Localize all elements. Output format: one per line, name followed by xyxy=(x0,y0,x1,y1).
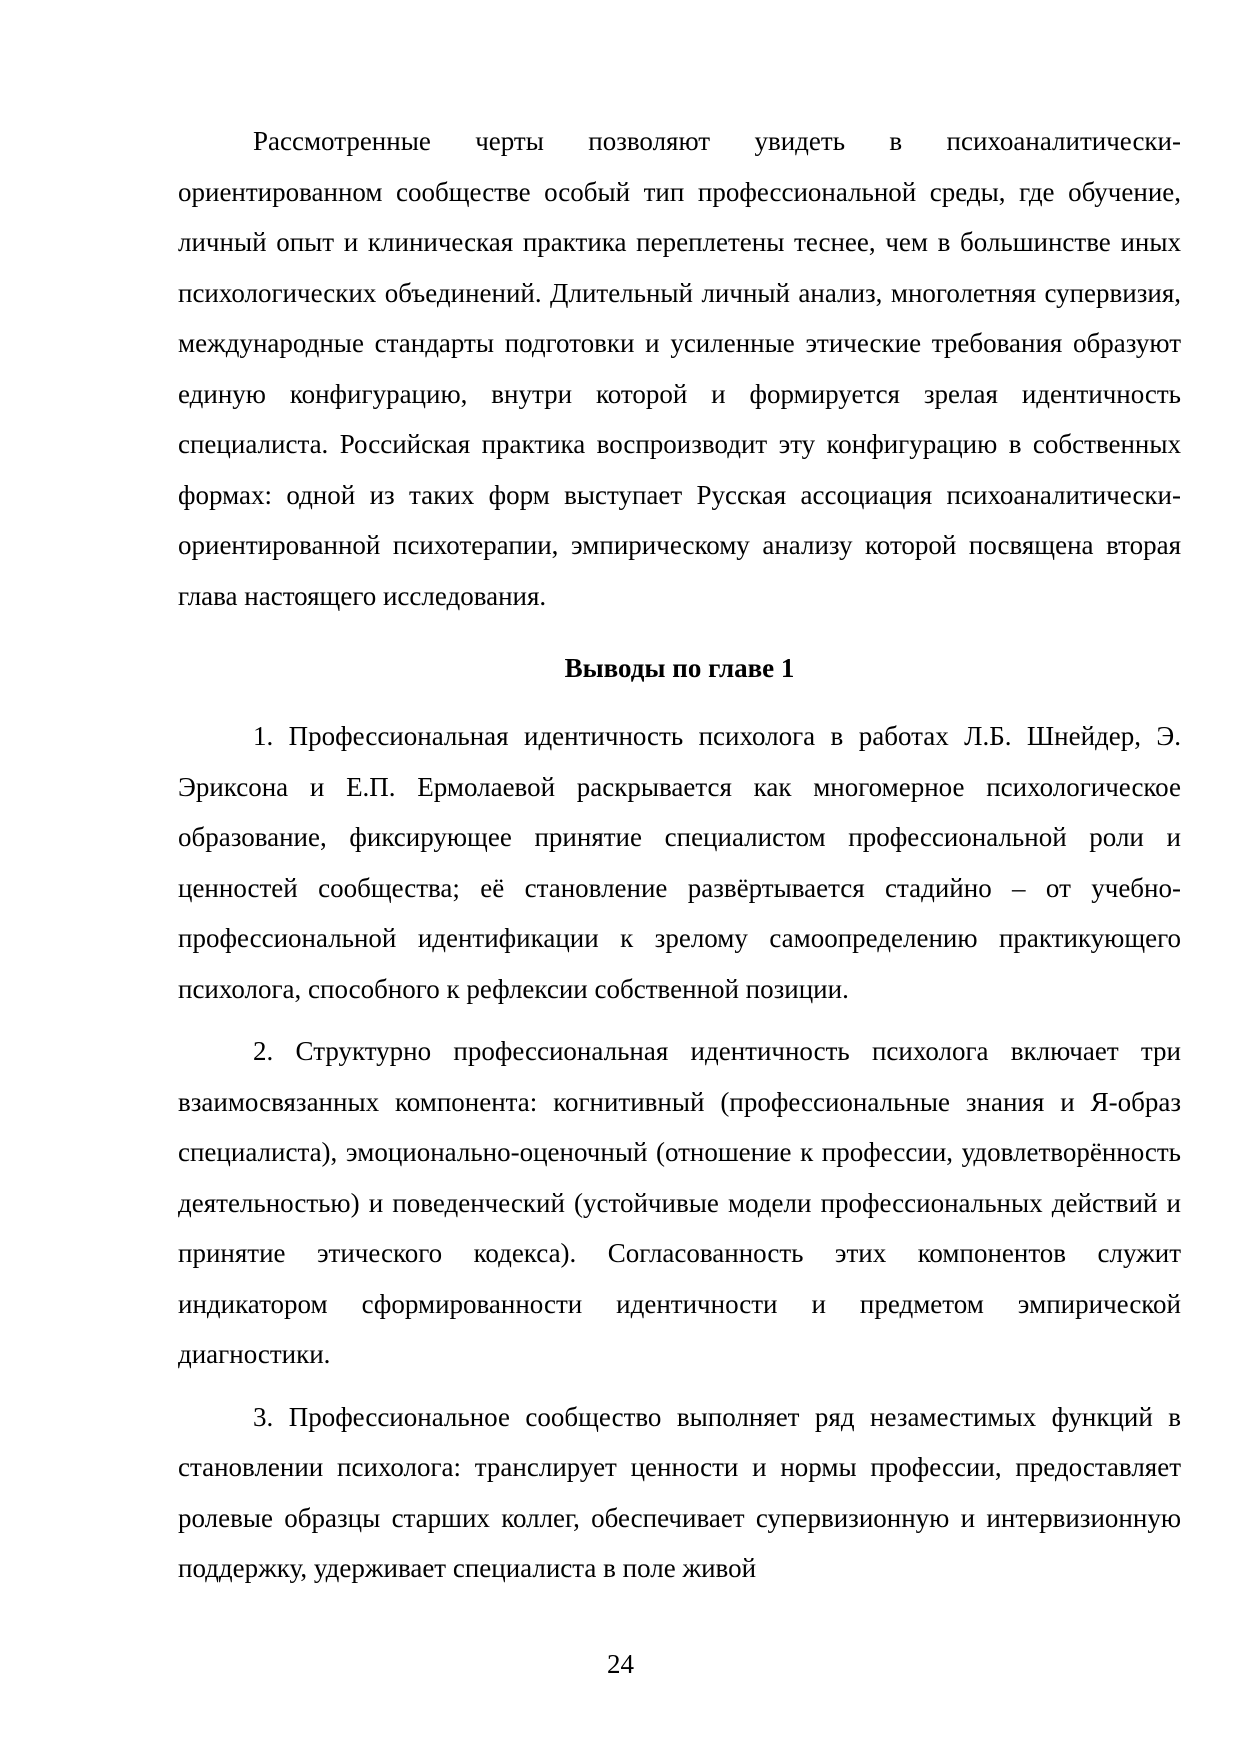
chapter-conclusions-heading: Выводы по главе 1 xyxy=(564,653,795,683)
page-number: 24 xyxy=(607,1649,634,1679)
conclusion-item-2: 2. Структурно профессиональная идентичность психолога включает три взаимосвязанных компонента: когнитивный (профессиональные знания и Я-образ специалиста), эмоционально-оценочный (отношение к профессии, удовлетворённость деятельностью) и поведенческий (устойчивые модели профессиональных действий и принятие этического кодекса). Согласованность этих компонентов служит индикатором сформированности идентичности и предметом эмпирической диагностики. xyxy=(178,1036,1181,1369)
conclusion-item-1: 1. Профессиональная идентичность психолога в работах Л.Б. Шнейдер, Э. Эриксона и Е.П. Ермолаевой раскрывается как многомерное психологическое образование, фиксирующее принятие специалистом профессиональной роли и ценностей сообщества; её становление развёртывается стадийно – от учебно-профессиональной идентификации к зрелому самоопределению практикующего психолога, способного к рефлексии собственной позиции. xyxy=(178,721,1181,1004)
conclusion-item-3: 3. Профессиональное сообщество выполняет ряд незаместимых функций в становлении психолога: транслирует ценности и нормы профессии, предоставляет ролевые образцы старших коллег, обеспечивает супервизионную и интервизионную поддержку, удерживает специалиста в поле живой xyxy=(178,1401,1181,1583)
page-body xyxy=(178,116,1181,1594)
intro-paragraph: Рассмотренные черты позволяют увидеть в психоаналитически-ориентированном сообществе особый тип профессиональной среды, где обучение, личный опыт и клиническая практика переплетены теснее, чем в большинстве иных психологических объединений. Длительный личный анализ, многолетняя супервизия, международные стандарты подготовки и усиленные этические требования образуют единую конфигурацию, внутри которой и формируется зрелая идентичность специалиста. Российская практика воспроизводит эту конфигурацию в собственных формах: одной из таких форм выступает Русская ассоциация психоаналитически-ориентированной психотерапии, эмпирическому анализу которой посвящена вторая глава настоящего исследования. xyxy=(178,126,1181,611)
